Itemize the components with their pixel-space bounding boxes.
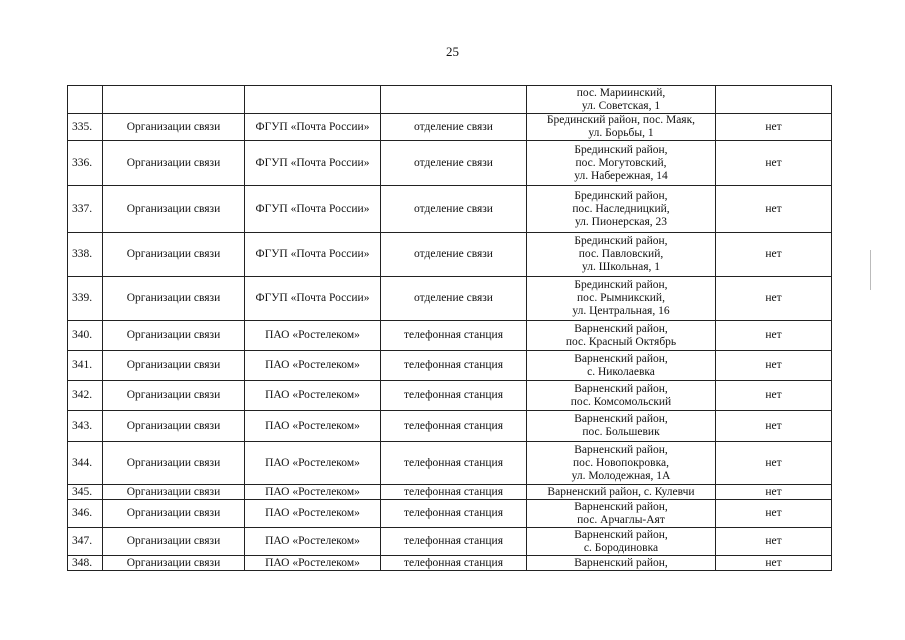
organization-cell: ПАО «Ростелеком» xyxy=(245,485,381,500)
note-cell: нет xyxy=(716,485,832,500)
category-cell xyxy=(103,86,245,114)
note-cell: нет xyxy=(716,114,832,141)
category-cell: Организации связи xyxy=(103,556,245,571)
category-cell: Организации связи xyxy=(103,186,245,233)
address-line: Брединский район, xyxy=(574,189,668,202)
object-type-cell xyxy=(381,86,527,114)
object-type-cell: телефонная станция xyxy=(381,442,527,485)
address-line: ул. Набережная, 14 xyxy=(574,169,668,182)
object-type-cell: отделение связи xyxy=(381,141,527,186)
organization-cell: ФГУП «Почта России» xyxy=(245,114,381,141)
table-row xyxy=(68,485,832,500)
organization-cell: ПАО «Ростелеком» xyxy=(245,556,381,571)
table-row xyxy=(68,186,832,233)
address-cell xyxy=(527,528,716,556)
table-row xyxy=(68,500,832,528)
address-line: пос. Большевик xyxy=(582,426,660,438)
table-row xyxy=(68,381,832,411)
row-number-cell: 341. xyxy=(68,351,103,381)
note-cell: нет xyxy=(716,351,832,381)
table-row xyxy=(68,277,832,321)
row-number-cell: 339. xyxy=(68,277,103,321)
row-number-cell: 336. xyxy=(68,141,103,186)
note-cell: нет xyxy=(716,233,832,277)
organization-cell: ПАО «Ростелеком» xyxy=(245,351,381,381)
organization-cell: ПАО «Ростелеком» xyxy=(245,528,381,556)
table-row xyxy=(68,233,832,277)
category-cell: Организации связи xyxy=(103,442,245,485)
address-line: Варненский район, xyxy=(574,500,668,513)
address-cell xyxy=(527,141,716,186)
address-cell xyxy=(527,86,716,114)
note-cell: нет xyxy=(716,500,832,528)
page-number: 25 xyxy=(446,44,459,59)
address-line: пос. Комсомольский xyxy=(570,395,672,408)
address-line: Брединский район, пос. Маяк, xyxy=(546,114,696,126)
organization-cell xyxy=(245,86,381,114)
row-number-cell xyxy=(68,86,103,114)
category-cell: Организации связи xyxy=(103,351,245,381)
address-cell xyxy=(527,485,716,500)
organization-cell: ПАО «Ростелеком» xyxy=(245,442,381,485)
organization-cell: ПАО «Ростелеком» xyxy=(245,500,381,528)
object-type-cell: телефонная станция xyxy=(381,411,527,442)
category-cell: Организации связи xyxy=(103,500,245,528)
address-cell xyxy=(527,277,716,321)
address-line: ул. Пионерская, 23 xyxy=(574,215,668,228)
row-number-cell: 343. xyxy=(68,411,103,442)
address-line: Брединский район, xyxy=(574,235,668,247)
address-cell xyxy=(527,500,716,528)
address-line: Брединский район, xyxy=(574,143,668,156)
table-row xyxy=(68,114,832,141)
row-number-cell: 348. xyxy=(68,556,103,571)
object-type-cell: телефонная станция xyxy=(381,485,527,500)
category-cell: Организации связи xyxy=(103,411,245,442)
address-line: Варненский район, xyxy=(574,413,668,425)
note-cell xyxy=(716,86,832,114)
organization-cell: ФГУП «Почта России» xyxy=(245,141,381,186)
note-cell: нет xyxy=(716,381,832,411)
organization-cell: ПАО «Ростелеком» xyxy=(245,381,381,411)
address-cell xyxy=(527,556,716,571)
address-line: ул. Центральная, 16 xyxy=(572,305,670,317)
address-line: пос. Арчаглы-Аят xyxy=(577,513,665,526)
address-line: ул. Школьная, 1 xyxy=(582,261,660,273)
category-cell: Организации связи xyxy=(103,381,245,411)
table-row xyxy=(68,556,832,571)
objects-table xyxy=(67,85,832,571)
object-type-cell: отделение связи xyxy=(381,114,527,141)
address-line: ул. Советская, 1 xyxy=(581,99,661,112)
address-line: Варненский район, xyxy=(574,322,668,335)
table-row xyxy=(68,442,832,485)
row-number-cell: 347. xyxy=(68,528,103,556)
note-cell: нет xyxy=(716,186,832,233)
address-line: ул. Борьбы, 1 xyxy=(588,127,654,139)
row-number-cell: 344. xyxy=(68,442,103,485)
address-cell xyxy=(527,233,716,277)
category-cell: Организации связи xyxy=(103,485,245,500)
address-cell xyxy=(527,411,716,442)
row-number-cell: 337. xyxy=(68,186,103,233)
organization-cell: ПАО «Ростелеком» xyxy=(245,321,381,351)
address-line: Варненский район, xyxy=(574,352,668,365)
address-line: пос. Наследницкий, xyxy=(572,202,670,215)
object-type-cell: отделение связи xyxy=(381,233,527,277)
object-type-cell: телефонная станция xyxy=(381,321,527,351)
table-row xyxy=(68,141,832,186)
category-cell: Организации связи xyxy=(103,141,245,186)
category-cell: Организации связи xyxy=(103,233,245,277)
note-cell: нет xyxy=(716,442,832,485)
address-line: Варненский район, xyxy=(574,382,668,395)
note-cell: нет xyxy=(716,277,832,321)
category-cell: Организации связи xyxy=(103,528,245,556)
address-line: ул. Молодежная, 1А xyxy=(571,469,671,482)
address-cell xyxy=(527,381,716,411)
object-type-cell: телефонная станция xyxy=(381,556,527,571)
row-number-cell: 338. xyxy=(68,233,103,277)
table-row xyxy=(68,528,832,556)
address-cell xyxy=(527,442,716,485)
row-number-cell: 346. xyxy=(68,500,103,528)
note-cell: нет xyxy=(716,556,832,571)
note-cell: нет xyxy=(716,528,832,556)
organization-cell: ФГУП «Почта России» xyxy=(245,186,381,233)
object-type-cell: телефонная станция xyxy=(381,381,527,411)
organization-cell: ФГУП «Почта России» xyxy=(245,277,381,321)
object-type-cell: телефонная станция xyxy=(381,528,527,556)
address-line: пос. Красный Октябрь xyxy=(565,335,677,348)
category-cell: Организации связи xyxy=(103,114,245,141)
address-cell xyxy=(527,114,716,141)
address-line: пос. Павловский, xyxy=(578,248,664,260)
address-line: Варненский район, с. Кулевчи xyxy=(547,485,695,498)
address-cell xyxy=(527,351,716,381)
note-cell: нет xyxy=(716,411,832,442)
address-line: Варненский район, xyxy=(574,443,668,456)
address-line: Варненский район, xyxy=(574,528,668,541)
object-type-cell: телефонная станция xyxy=(381,351,527,381)
organization-cell: ПАО «Ростелеком» xyxy=(245,411,381,442)
organization-cell: ФГУП «Почта России» xyxy=(245,233,381,277)
category-cell: Организации связи xyxy=(103,277,245,321)
row-number-cell: 345. xyxy=(68,485,103,500)
address-cell xyxy=(527,186,716,233)
address-line: пос. Рымникский, xyxy=(577,292,665,304)
address-line: с. Бородиновка xyxy=(583,541,659,554)
note-cell: нет xyxy=(716,141,832,186)
address-line: пос. Новопокровка, xyxy=(572,456,669,469)
row-number-cell: 335. xyxy=(68,114,103,141)
note-cell: нет xyxy=(716,321,832,351)
margin-mark xyxy=(870,250,871,290)
address-cell xyxy=(527,321,716,351)
object-type-cell: телефонная станция xyxy=(381,500,527,528)
table-row xyxy=(68,351,832,381)
object-type-cell: отделение связи xyxy=(381,277,527,321)
table-row xyxy=(68,321,832,351)
row-number-cell: 340. xyxy=(68,321,103,351)
address-line: пос. Могутовский, xyxy=(575,156,667,169)
category-cell: Организации связи xyxy=(103,321,245,351)
table-row xyxy=(68,86,832,114)
row-number-cell: 342. xyxy=(68,381,103,411)
address-line: с. Николаевка xyxy=(587,365,655,378)
object-type-cell: отделение связи xyxy=(381,186,527,233)
address-line: пос. Мариинский, xyxy=(576,86,666,99)
address-line: Варненский район, xyxy=(574,556,668,569)
table-row xyxy=(68,411,832,442)
address-line: Брединский район, xyxy=(574,279,668,291)
